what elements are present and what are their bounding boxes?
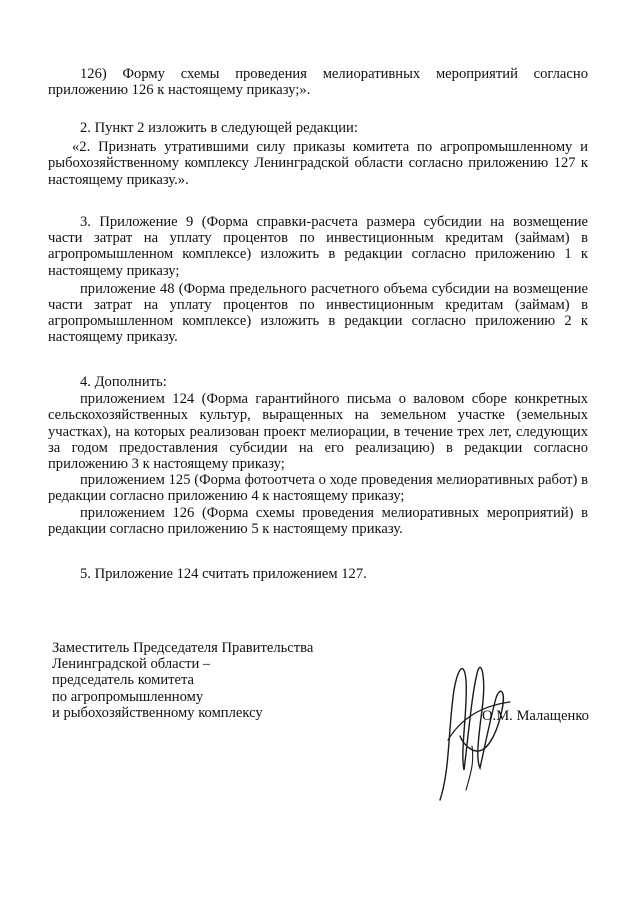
signatory-line-1: Заместитель Председателя Правительства (52, 640, 314, 656)
handwritten-signature (420, 650, 540, 810)
paragraph-1 (48, 66, 588, 98)
signatory-line-3: председатель комитета (52, 672, 195, 689)
point-2-heading: 2. Пункт 2 изложить в следующей редакции: (80, 120, 358, 136)
item-126-text: 126) Форму схемы проведения мелиоративных мероприятий согласно приложению 126 к настоящему приказу;». (48, 66, 588, 99)
signatory-line-2: Ленинградской области – (52, 656, 211, 673)
signatory-line-4: по агропромышленному (52, 688, 204, 705)
appendix-48-text: приложение 48 (Форма предельного расчетного объема субсидии на возмещение части затрат на уплату процентов по инвестиционным кредитам (займам) в агропромышленном комплексе) изложить в редакции согласно приложению 2 к настоящему приказу. (48, 280, 588, 346)
paragraph-4 (48, 374, 588, 537)
point-2-body: «2. Признать утратившими силу приказы комитета по агропромышленному и рыбохозяйственному комплексу Ленинградской области согласно приложению 127 к настоящему приказу.». (48, 139, 588, 188)
appendix-124-text: приложением 124 (Форма гарантийного письма о валовом сборе конкретных сельскохозяйственных культур, выращенных на земельном участке (земельных участках), на которых реализован проект мелиорации, в течение трех лет, следующих за годом предоставления субсидии на его реализацию) в редакции согласно приложению 3 к настоящему приказу; (48, 391, 588, 473)
appendix-125-text: приложением 125 (Форма фотоотчета о ходе проведения мелиоративных работ) в редакции согласно приложению 4 к настоящему приказу; (48, 472, 588, 505)
point-4-heading: 4. Дополнить: (80, 374, 167, 390)
signatory-title (52, 640, 313, 721)
signatory-name: О.М. Малащенко (482, 708, 589, 724)
point-5-text: 5. Приложение 124 считать приложением 127. (80, 566, 367, 582)
signatory-line-5: и рыбохозяйственному комплексу (52, 704, 263, 721)
appendix-126-text: приложением 126 (Форма схемы проведения мелиоративных мероприятий) в редакции согласно приложению 5 к настоящему приказу. (48, 504, 588, 537)
paragraph-5 (48, 566, 588, 582)
point-3-text: 3. Приложение 9 (Форма справки-расчета размера субсидии на возмещение части затрат на уплату процентов по инвестиционным кредитам (займам) в агропромышленном комплексе) изложить в редакции согласно приложению 1 к настоящему приказу; (48, 214, 588, 279)
paragraph-2 (48, 120, 588, 188)
paragraph-3 (48, 214, 588, 346)
